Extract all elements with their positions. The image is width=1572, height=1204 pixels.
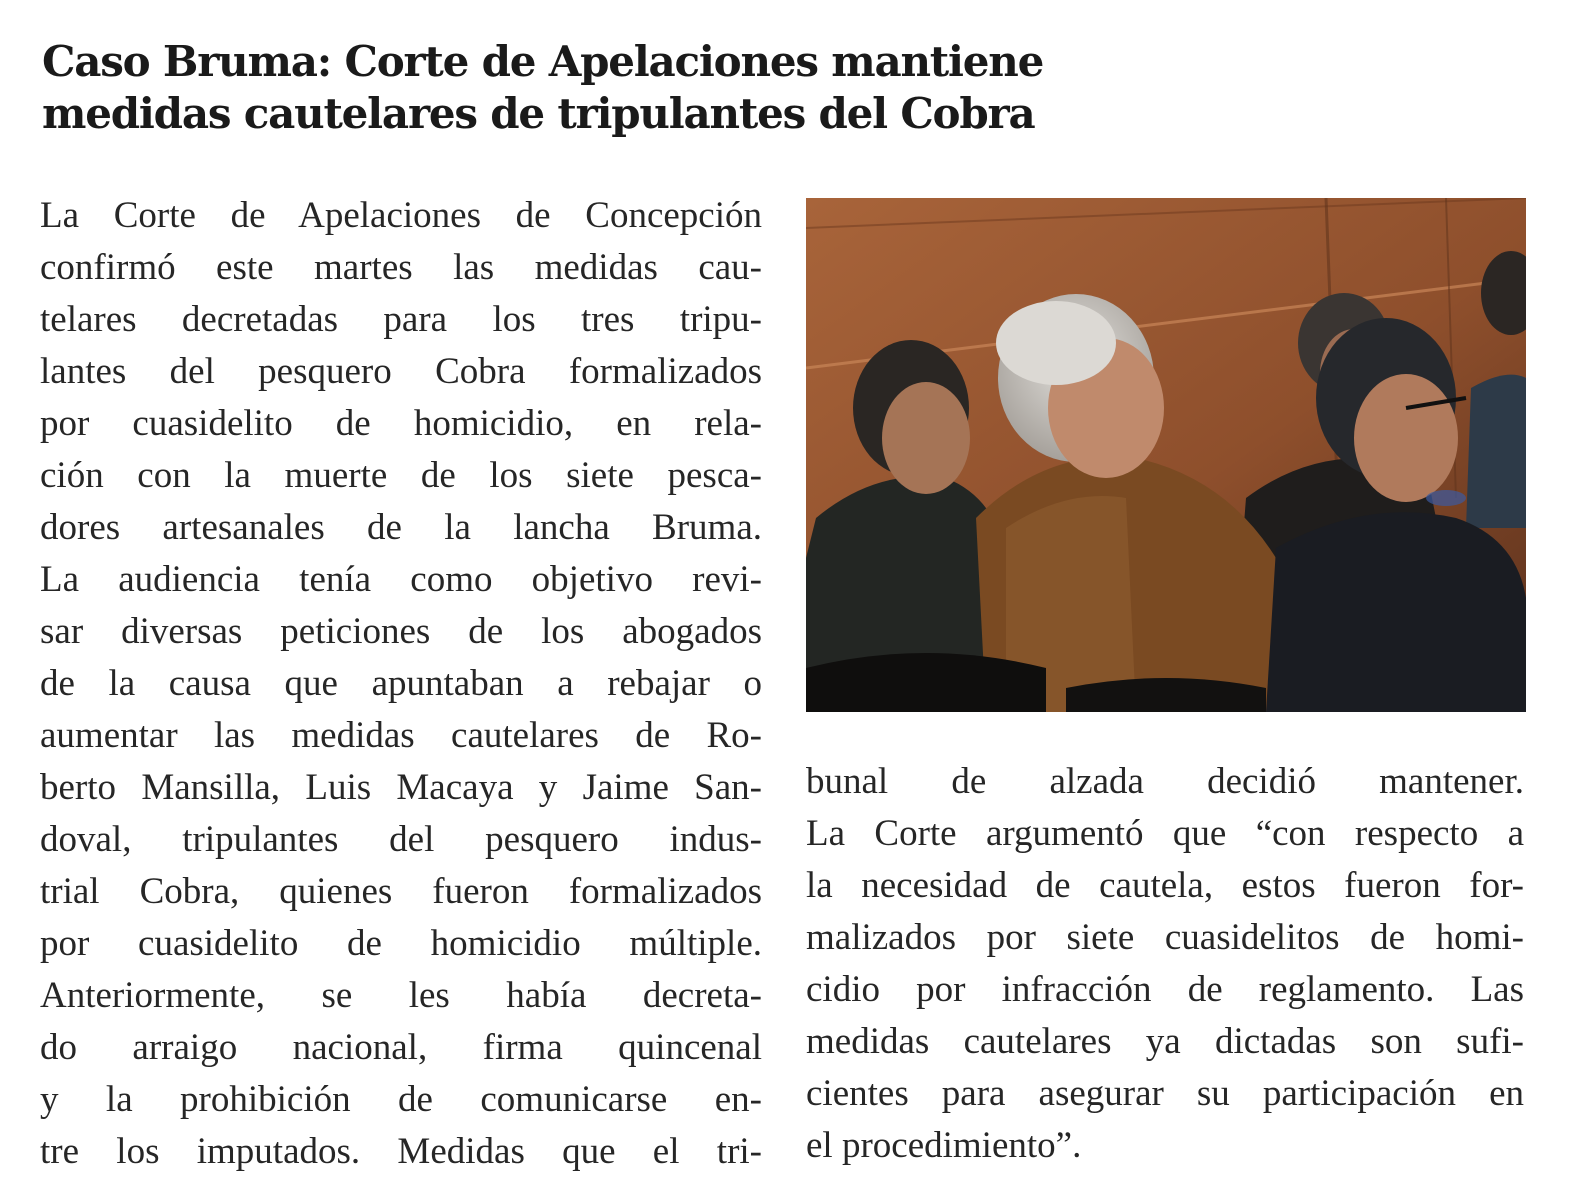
body-line: malizados por siete cuasidelitos de homi- <box>806 917 1524 958</box>
body-line: por cuasidelito de homicidio, en rela- <box>40 403 762 444</box>
body-line: cidio por infracción de reglamento. Las <box>806 969 1524 1010</box>
courtroom-photo-illustration <box>806 198 1526 712</box>
body-line: Anteriormente, se les había decreta- <box>40 975 762 1016</box>
body-line: cientes para asegurar su participación en <box>806 1073 1524 1114</box>
body-line: sar diversas peticiones de los abogados <box>40 611 762 652</box>
body-line: medidas cautelares ya dictadas son sufi- <box>806 1021 1524 1062</box>
body-line: de la causa que apuntaban a rebajar o <box>40 663 762 704</box>
body-line: el procedimiento”. <box>806 1125 1082 1166</box>
headline-line: Caso Bruma: Corte de Apelaciones mantiene <box>42 37 1044 86</box>
body-line: la necesidad de cautela, estos fueron for- <box>806 865 1524 906</box>
body-line: tre los imputados. Medidas que el tri- <box>40 1131 762 1172</box>
body-line: aumentar las medidas cautelares de Ro- <box>40 715 762 756</box>
body-line: dores artesanales de la lancha Bruma. <box>40 507 762 548</box>
body-line: La Corte argumentó que “con respecto a <box>806 813 1524 854</box>
body-line: doval, tripulantes del pesquero indus- <box>40 819 762 860</box>
body-line: y la prohibición de comunicarse en- <box>40 1079 762 1120</box>
body-line: trial Cobra, quienes fueron formalizados <box>40 871 762 912</box>
body-line: berto Mansilla, Luis Macaya y Jaime San- <box>40 767 762 808</box>
headline <box>42 36 1102 140</box>
body-line: La Corte de Apelaciones de Concepción <box>40 195 762 236</box>
body-line: confirmó este martes las medidas cau- <box>40 247 762 288</box>
body-line: La audiencia tenía como objetivo revi- <box>40 559 762 600</box>
article-body-left-column <box>40 190 762 1178</box>
article-photo <box>806 198 1526 712</box>
body-line: bunal de alzada decidió mantener. <box>806 761 1524 802</box>
body-line: lantes del pesquero Cobra formalizados <box>40 351 762 392</box>
body-line: telares decretadas para los tres tripu- <box>40 299 762 340</box>
article-body-right-column <box>806 756 1524 1172</box>
body-line: ción con la muerte de los siete pesca- <box>40 455 762 496</box>
headline-line: medidas cautelares de tripulantes del Cobra <box>42 89 1035 138</box>
body-line: do arraigo nacional, firma quincenal <box>40 1027 762 1068</box>
body-line: por cuasidelito de homicidio múltiple. <box>40 923 762 964</box>
